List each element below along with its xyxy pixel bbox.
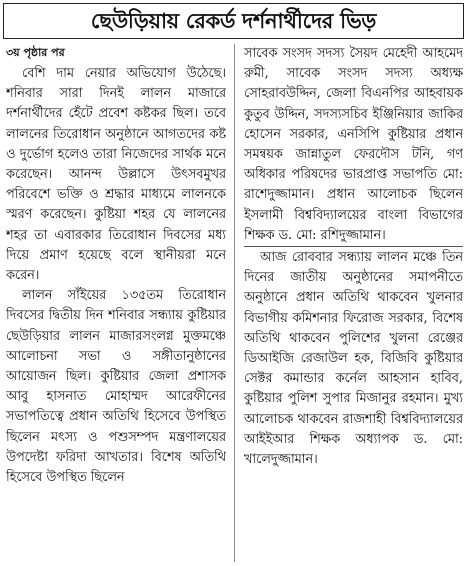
column-divider	[234, 44, 235, 562]
paragraph-right-1: সাবেক সংসদ সদস্য সৈয়দ মেহেদী আহমেদ রুমী, সাবেক সংসদ সদস্য অধ্যক্ষ সোহরাবউদ্দিন, জেলা বিএনপির আহবায়ক কুতুব উদ্দিন, সদস্যসচিব ইঞ্জিনিয়ার জাকির হোসেন সরকার, এনসিপি কুষ্টিয়ার প্রধান সমন্বয়ক জান্নাতুল ফেরদৌস টনি, গণ অধিকার পরিষদের ভারপ্রাপ্ত সভাপতি মো: রাশেদুজ্জামান। প্রধান আলোচক ছিলেন ইসলামী বিশ্ববিদ্যালয়ের বাংলা বিভাগের শিক্ষক ড. মো: রশিদুজ্জামান।	[244, 46, 463, 243]
headline-box	[3, 3, 464, 39]
continued-from-label: ৩য় পৃষ্ঠার পর	[6, 46, 65, 59]
left-column	[6, 44, 226, 488]
paragraph-right-2: আজ রোববার সন্ধ্যায় লালন মঞ্চে তিন দিনের জাতীয় অনুষ্ঠানের সমাপনীতে অনুষ্ঠানে প্রধান অতিথি থাকবেন খুলনার বিভাগীয় কমিশনার ফিরোজ সরকার, বিশেষ অতিথি থাকবেন পুলিশের খুলনা রেঞ্জের ডিআইজি রেজাউল হক, বিজিবি কুষ্টিয়ার সেক্টর কমান্ডার কর্নেল আহসান হাবিব, কুষ্টিয়ার পুলিশ সুপার মিজানুর রহমান। মুখ্য আলোচক থাকবেন রাজশাহী বিশ্ববিদ্যালয়ের আইইআর শিক্ষক অধ্যাপক ড. মো: খালেদুজ্জামান।	[244, 246, 463, 470]
right-column	[244, 44, 463, 470]
article-headline: ছেউড়িয়ায় রেকর্ড দর্শনার্থীদের ভিড়	[90, 9, 377, 33]
paragraph-left-2: লালন সাঁইয়ের ১৩৫তম তিরোধান দিবসের দ্বিতীয় দিন শনিবার সন্ধ্যায় কুষ্টিয়ার ছেউড়িয়ার লালন মাজারসংলগ্ন মুক্তমঞ্চে আলোচনা সভা ও সঙ্গীতানুষ্ঠানের আয়োজন ছিল। কুষ্টিয়ার জেলা প্রশাসক আবু হাসনাত মোহাম্মদ আরেফীনের সভাপতিত্বে প্রধান অতিথি হিসেবে উপস্থিত ছিলেন মৎস্য ও পশুসম্পদ মন্ত্রণালয়ের উপদেষ্টা ফরিদা আখতার। বিশেষ অতিথি হিসেবে উপস্থিত ছিলেন	[6, 288, 226, 486]
paragraph-left-1: বেশি দাম নেয়ার অভিযোগ উঠেছে। শনিবার সারা দিনই লালন মাজারে দর্শনার্থীদের হেঁটে প্রবেশ কষ্টকর ছিল। তবে লালনের তিরোধান অনুষ্ঠানে আগতদের কষ্ট ও দুর্ভোগ হলেও তারা নিজেদের সার্থক মনে করেছেন। আনন্দ উল্লাসে উৎসবমুখর পরিবেশে ভক্তি ও শ্রদ্ধার মাধ্যমে লালনকে স্মরণ করেছেন। কুষ্টিয়া শহর যে লালনের শহর তা এবারকার তিরোধান দিবসের মধ্য দিয়ে প্রমাণ হয়েছে বলে স্থানীয়রা মনে করেন।	[6, 66, 226, 284]
